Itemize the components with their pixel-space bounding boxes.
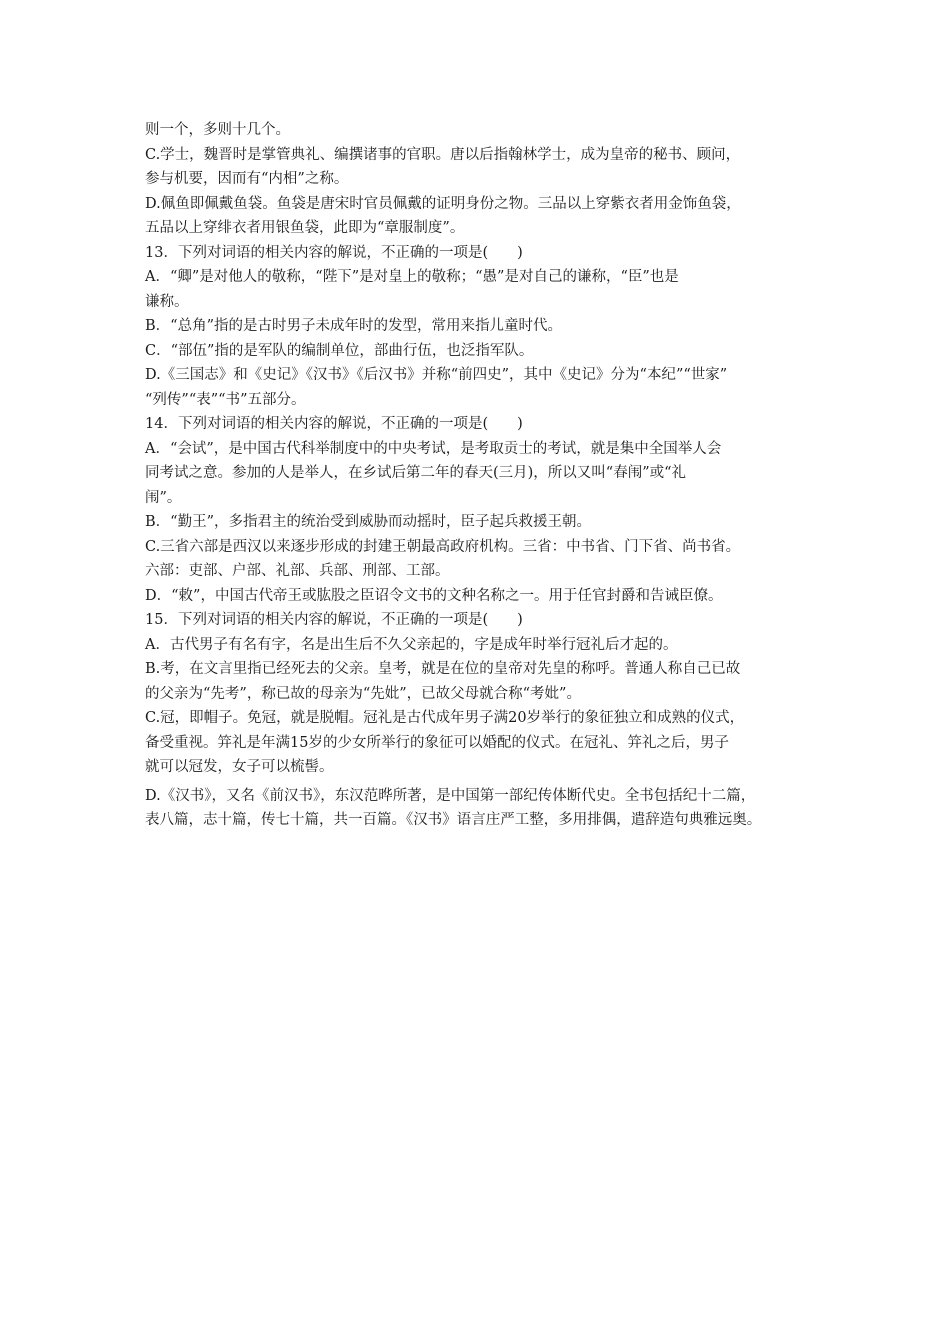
- text-line: D．“敕”，中国古代帝王或肱股之臣诏令文书的文种名称之一。用于任官封爵和告诫臣僚。: [145, 587, 723, 604]
- text-line: C．“部伍”指的是军队的编制单位，部曲行伍，也泛指军队。: [145, 342, 534, 359]
- text-line: 同考试之意。参加的人是举人，在乡试后第二年的春天(三月)，所以又叫“春闱”或“礼: [145, 465, 687, 481]
- text-line: B．“勤王”，多指君主的统治受到威胁而动摇时，臣子起兵救援王朝。: [145, 514, 591, 530]
- question-15-stem: 15．下列对词语的相关内容的解说，不正确的一项是( ): [145, 612, 523, 628]
- text-line: A．“会试”，是中国古代科举制度中的中央考试，是考取贡士的考试，就是集中全国举人会: [145, 440, 722, 457]
- text-line: D.《汉书》，又名《前汉书》，东汉范晔所著，是中国第一部纪传体断代史。全书包括纪十二篇，: [145, 787, 756, 804]
- text-line: 则一个，多则十几个。: [145, 122, 290, 138]
- text-line: B．“总角”指的是古时男子未成年时的发型，常用来指儿童时代。: [145, 318, 562, 334]
- text-line: 的父亲为“先考”，称已故的母亲为“先妣”，已故父母就合称“考妣”。: [145, 685, 581, 702]
- text-line: C.冠，即帽子。免冠，就是脱帽。冠礼是古代成年男子满20岁举行的象征独立和成熟的仪式，: [145, 710, 745, 726]
- text-line: 表八篇，志十篇，传七十篇，共一百篇。《汉书》语言庄严工整，多用排偶，遣辞造句典雅远奥。: [145, 812, 762, 828]
- text-line: 谦称。: [145, 293, 189, 310]
- text-line: 参与机要，因而有“内相”之称。: [145, 171, 349, 187]
- text-line: 备受重视。笄礼是年满15岁的少女所举行的象征可以婚配的仪式。在冠礼、笄礼之后，男子: [145, 734, 729, 751]
- text-line: 五品以上穿绯衣者用银鱼袋，此即为“章服制度”。: [145, 220, 465, 236]
- text-line: D.《三国志》和《史记》《汉书》《后汉书》并称“前四史”，其中《史记》分为“本纪”“世家”: [145, 367, 728, 383]
- text-line: C.三省六部是西汉以来逐步形成的封建王朝最高政府机构。三省：中书省、门下省、尚书省。: [145, 538, 741, 555]
- text-line: 闱”。: [145, 489, 182, 506]
- document-body: [145, 118, 810, 833]
- question-14-stem: 14．下列对词语的相关内容的解说，不正确的一项是( ): [145, 416, 523, 432]
- question-13-stem: 13．下列对词语的相关内容的解说，不正确的一项是( ): [145, 244, 523, 261]
- text-line: C.学士，魏晋时是掌管典礼、编撰诸事的官职。唐以后指翰林学士，成为皇帝的秘书、顾问，: [145, 146, 741, 163]
- text-line: 六部：吏部、户部、礼部、兵部、刑部、工部。: [145, 563, 450, 579]
- text-line: A．“卿”是对他人的敬称，“陛下”是对皇上的敬称；“愚”是对自己的谦称，“臣”也是: [145, 269, 679, 285]
- text-line: B.考，在文言里指已经死去的父亲。皇考，就是在位的皇帝对先皇的称呼。普通人称自己已故: [145, 661, 741, 677]
- text-line: A．古代男子有名有字，名是出生后不久父亲起的，字是成年时举行冠礼后才起的。: [145, 636, 678, 653]
- text-line: “列传”“表”“书”五部分。: [145, 391, 306, 408]
- text-line: 就可以冠发，女子可以梳髻。: [145, 759, 334, 775]
- text-line: D.佩鱼即佩戴鱼袋。鱼袋是唐宋时官员佩戴的证明身份之物。三品以上穿紫衣者用金饰鱼袋，: [145, 195, 741, 212]
